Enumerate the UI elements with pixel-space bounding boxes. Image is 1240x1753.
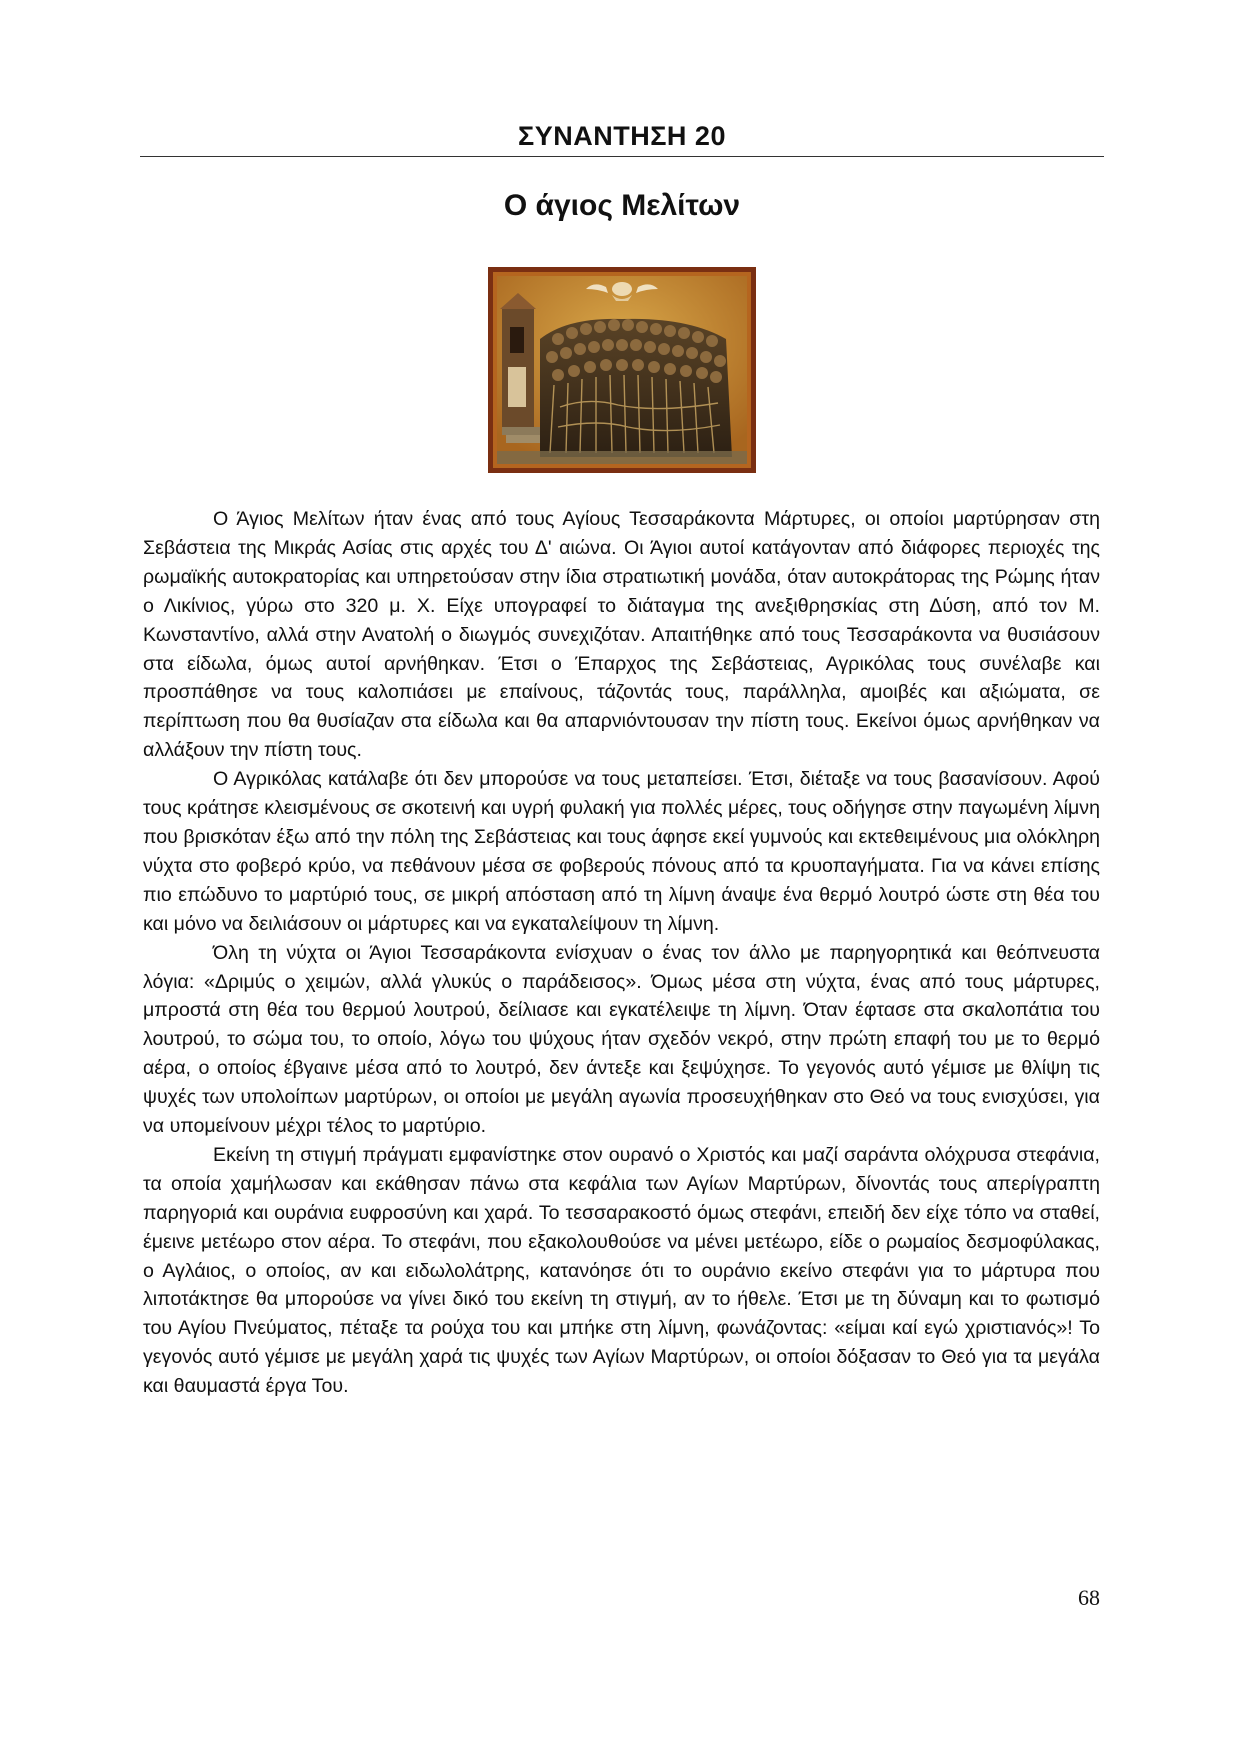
header-rule — [140, 156, 1104, 157]
page-number: 68 — [1078, 1585, 1100, 1610]
paragraph: Ο Άγιος Μελίτων ήταν ένας από τους Αγίους Τεσσαράκοντα Μάρτυρες, οι οποίοι μαρτύρησαν στη Σεβάστεια της Μικράς Ασίας στις αρχές του Δ' αιώνα. Οι Άγιοι αυτοί κατάγονταν από διάφορες περιοχές της ρωμαϊκής αυτοκρατορίας και υπηρετούσαν στην ίδια στρατιωτική μονάδα, όταν αυτοκράτορας της Ρώμης ήταν ο Λικίνιος, γύρω στο 320 μ. Χ. Είχε υπογραφεί το διάταγμα της ανεξιθρησκίας στη Δύση, από τον Μ. Κωνσταντίνο, αλλά στην Ανατολή ο διωγμός συνεχιζόταν. Απαιτήθηκε από τους Τεσσαράκοντα να θυσιάσουν στα είδωλα, όμως αυτοί αρνήθηκαν. Έτσι ο Έπαρχος της Σεβάστειας, Αγρικόλας τους συνέλαβε και προσπάθησε να τους καλοπιάσει με επαίνους, τάζοντάς τους, παράλληλα, αμοιβές και αξιώματα, σε περίπτωση που θα θυσίαζαν στα είδωλα και θα απαρνιόντουσαν την πίστη τους. Εκείνοι όμως αρνήθηκαν να αλλάξουν την πίστη τους. — [143, 508, 1100, 762]
page-title: Ο άγιος Μελίτων — [503, 189, 741, 222]
section-header: ΣΥΝΑΝΤΗΣΗ 20 — [518, 121, 726, 151]
forty-martyrs-icon — [488, 267, 756, 473]
paragraph: Όλη τη νύχτα οι Άγιοι Τεσσαράκοντα ενίσχυαν ο ένας τον άλλο με παρηγορητικά και θεόπνευστα λόγια: «Δριμύς ο χειμών, αλλά γλυκύς ο παράδεισος». Όμως μέσα στη νύχτα, ένας από τους μάρτυρες, μπροστά στη θέα του θερμού λουτρού, δείλιασε και εγκατέλειψε τη λίμνη. Όταν έφτασε στα σκαλοπάτια του λουτρού, το σώμα του, το οποίο, λόγω του ψύχους ήταν σχεδόν νεκρό, στην πρώτη επαφή του με το θερμό αέρα, ο οποίος έβγαινε μέσα από το λουτρό, δεν άντεξε και ξεψύχησε. Το γεγονός αυτό γέμισε με θλίψη τις ψυχές των υπολοίπων μαρτύρων, οι οποίοι με μεγάλη αγωνία προσευχήθηκαν στο Θεό να τους ενισχύσει, για να υπομείνουν μέχρι τέλος το μαρτύριο. — [143, 941, 1100, 1138]
paragraph: Ο Αγρικόλας κατάλαβε ότι δεν μπορούσε να τους μεταπείσει. Έτσι, διέταξε να τους βασανίσουν. Αφού τους κράτησε κλεισμένους σε σκοτεινή και υγρή φυλακή για πολλές μέρες, τους οδήγησε στην παγωμένη λίμνη που βρισκόταν έξω από την πόλη της Σεβάστειας και τους άφησε εκεί γυμνούς και εκτεθειμένους μια ολόκληρη νύχτα στο φοβερό κρύο, να πεθάνουν μέσα σε φοβερούς πόνους από τα κρυοπαγήματα. Για να κάνει επίσης πιο επώδυνο το μαρτύριό τους, σε μικρή απόσταση από τη λίμνη άναψε ένα θερμό λουτρό ώστε στη θέα του και μόνο να δειλιάσουν οι μάρτυρες και να εγκαταλείψουν τη λίμνη. — [143, 768, 1100, 935]
martyrs-crowd — [540, 319, 732, 457]
article-body — [143, 505, 1100, 1401]
paragraph: Εκείνη τη στιγμή πράγματι εμφανίστηκε στον ουρανό ο Χριστός και μαζί σαράντα ολόχρυσα στεφάνια, τα οποία χαμήλωσαν και εκάθησαν πάνω στα κεφάλια των Αγίων Μαρτύρων, δίνοντάς τους απερίγραπτη παρηγοριά και ουράνια ευφροσύνη και χαρά. Το τεσσαρακοστό όμως στεφάνι, επειδή δεν είχε τόπο να σταθεί, έμεινε μετέωρο στον αέρα. Το στεφάνι, που εξακολουθούσε να μένει μετέωρο, είδε ο ρωμαίος δεσμοφύλακας, ο Αγλάιος, ο οποίος, αν και ειδωλολάτρης, κατανόησε ότι το ουράνιο εκείνο στεφάνι για το μάρτυρα που λιποτάκτησε θα μπορούσε να γίνει δικό του εκείνη τη στιγμή, αν το ήθελε. Έτσι με τη δύναμη και το φωτισμό του Αγίου Πνεύματος, πέταξε τα ρούχα του και μπήκε στη λίμνη, φωνάζοντας: «είμαι καί εγώ χριστιανός»! Το γεγονός αυτό γέμισε με μεγάλη χαρά τις ψυχές των Αγίων Μαρτύρων, οι οποίοι δόξασαν το Θεό για τα μεγάλα και θαυμαστά έργα Του. — [143, 1143, 1100, 1398]
